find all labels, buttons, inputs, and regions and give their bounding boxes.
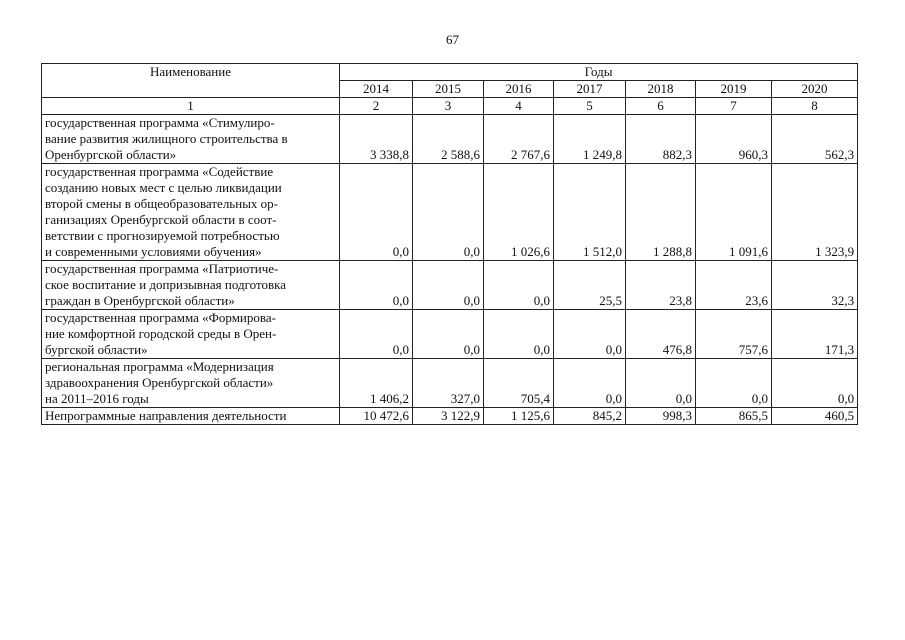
column-number: 2 <box>340 98 413 115</box>
value-cell: 171,3 <box>772 310 858 359</box>
row-label-line: созданию новых мест с целью ликвидации <box>45 180 282 195</box>
value-cell: 327,0 <box>413 359 484 408</box>
value-cell: 0,0 <box>484 261 554 310</box>
row-label-line: Непрограммные направления деятельности <box>45 408 287 423</box>
column-number: 1 <box>42 98 340 115</box>
value-cell: 10 472,6 <box>340 408 413 425</box>
value-cell: 960,3 <box>696 115 772 164</box>
table-row <box>42 115 858 164</box>
table-row <box>42 359 858 408</box>
year-header: 2014 <box>340 81 413 98</box>
row-label-line: граждан в Оренбургской области» <box>45 293 235 308</box>
year-header: 2016 <box>484 81 554 98</box>
column-number: 8 <box>772 98 858 115</box>
value-cell: 1 125,6 <box>484 408 554 425</box>
row-label-line: государственная программа «Формирова- <box>45 310 276 325</box>
value-cell: 1 288,8 <box>626 164 696 261</box>
value-cell: 757,6 <box>696 310 772 359</box>
value-cell: 2 767,6 <box>484 115 554 164</box>
table-row <box>42 261 858 310</box>
value-cell: 25,5 <box>554 261 626 310</box>
row-label <box>42 261 340 310</box>
table-row <box>42 310 858 359</box>
year-header: 2019 <box>696 81 772 98</box>
value-cell: 0,0 <box>413 310 484 359</box>
value-cell: 0,0 <box>554 310 626 359</box>
value-cell: 0,0 <box>626 359 696 408</box>
value-cell: 1 249,8 <box>554 115 626 164</box>
row-label-line: государственная программа «Содействие <box>45 164 274 179</box>
header-row-top <box>42 64 858 81</box>
year-header: 2017 <box>554 81 626 98</box>
row-label-line: здравоохранения Оренбургской области» <box>45 375 274 390</box>
value-cell: 705,4 <box>484 359 554 408</box>
years-column-header: Годы <box>340 64 858 81</box>
value-cell: 23,6 <box>696 261 772 310</box>
value-cell: 0,0 <box>554 359 626 408</box>
row-label <box>42 115 340 164</box>
value-cell: 1 026,6 <box>484 164 554 261</box>
value-cell: 0,0 <box>484 310 554 359</box>
column-number: 4 <box>484 98 554 115</box>
value-cell: 0,0 <box>772 359 858 408</box>
column-number: 7 <box>696 98 772 115</box>
row-label-line: второй смены в общеобразовательных ор- <box>45 196 279 211</box>
row-label-line: ское воспитание и допризывная подготовка <box>45 277 286 292</box>
value-cell: 865,5 <box>696 408 772 425</box>
value-cell: 476,8 <box>626 310 696 359</box>
row-label <box>42 359 340 408</box>
value-cell: 1 406,2 <box>340 359 413 408</box>
row-label-line: вание развития жилищного строительства в <box>45 131 288 146</box>
value-cell: 0,0 <box>696 359 772 408</box>
value-cell: 1 091,6 <box>696 164 772 261</box>
table-body <box>42 115 858 425</box>
row-label-line: на 2011–2016 годы <box>45 391 149 406</box>
row-label-line: и современными условиями обучения» <box>45 244 262 259</box>
row-label <box>42 408 340 425</box>
year-header: 2020 <box>772 81 858 98</box>
value-cell: 0,0 <box>413 261 484 310</box>
page-number: 67 <box>446 32 459 47</box>
value-cell: 460,5 <box>772 408 858 425</box>
year-header: 2018 <box>626 81 696 98</box>
column-number: 3 <box>413 98 484 115</box>
value-cell: 0,0 <box>340 164 413 261</box>
value-cell: 0,0 <box>340 310 413 359</box>
name-column-header: Наименование <box>42 64 340 98</box>
value-cell: 3 122,9 <box>413 408 484 425</box>
value-cell: 845,2 <box>554 408 626 425</box>
value-cell: 882,3 <box>626 115 696 164</box>
row-label-line: государственная программа «Патриотиче- <box>45 261 279 276</box>
table-row <box>42 164 858 261</box>
table-row <box>42 408 858 425</box>
row-label <box>42 310 340 359</box>
value-cell: 998,3 <box>626 408 696 425</box>
year-header: 2015 <box>413 81 484 98</box>
value-cell: 0,0 <box>340 261 413 310</box>
row-label-line: ганизациях Оренбургской области в соот- <box>45 212 277 227</box>
row-label-line: бургской области» <box>45 342 148 357</box>
row-label <box>42 164 340 261</box>
value-cell: 2 588,6 <box>413 115 484 164</box>
row-label-line: ние комфортной городской среды в Орен- <box>45 326 277 341</box>
value-cell: 3 338,8 <box>340 115 413 164</box>
value-cell: 23,8 <box>626 261 696 310</box>
column-number: 6 <box>626 98 696 115</box>
value-cell: 32,3 <box>772 261 858 310</box>
value-cell: 1 323,9 <box>772 164 858 261</box>
value-cell: 1 512,0 <box>554 164 626 261</box>
value-cell: 562,3 <box>772 115 858 164</box>
column-number: 5 <box>554 98 626 115</box>
row-label-line: Оренбургской области» <box>45 147 177 162</box>
row-label-line: региональная программа «Модернизация <box>45 359 274 374</box>
value-cell: 0,0 <box>413 164 484 261</box>
row-label-line: ветствии с прогнозируемой потребностью <box>45 228 280 243</box>
budget-table <box>41 63 858 425</box>
row-label-line: государственная программа «Стимулиро- <box>45 115 275 130</box>
column-number-row <box>42 98 858 115</box>
